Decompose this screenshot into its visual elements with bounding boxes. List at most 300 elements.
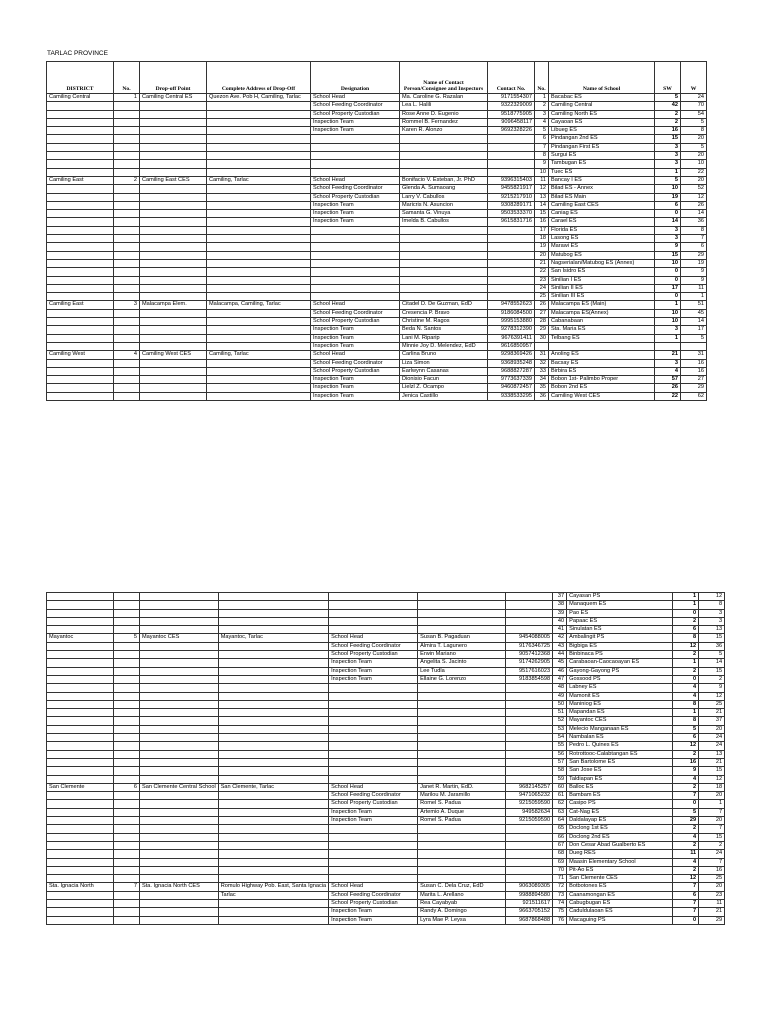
cell-w: 3 bbox=[699, 609, 725, 617]
cell-designation bbox=[311, 251, 400, 259]
cell-school-name: Lasong ES bbox=[549, 235, 655, 243]
cell-school-name: Bacsay ES bbox=[549, 359, 655, 367]
cell-contact-no: 9176346725 bbox=[506, 642, 553, 650]
cell-no bbox=[114, 891, 140, 899]
cell-sw: 7 bbox=[673, 792, 699, 800]
cell-contact-no bbox=[506, 734, 553, 742]
cell-dropoff-point bbox=[140, 276, 207, 284]
cell-school-name: Doclong 1st ES bbox=[567, 825, 673, 833]
cell-no bbox=[114, 251, 140, 259]
table-row bbox=[47, 800, 725, 808]
cell-contact-name bbox=[418, 850, 506, 858]
cell-school-name: Carael ES bbox=[549, 218, 655, 226]
table-row bbox=[47, 717, 725, 725]
cell-designation: School Feeding Coordinator bbox=[329, 642, 418, 650]
cell-contact-no: 9186084500 bbox=[488, 309, 535, 317]
cell-school-name: Taldiapan ES bbox=[567, 775, 673, 783]
cell-dropoff-point bbox=[140, 160, 207, 168]
cell-no bbox=[114, 858, 140, 866]
cell-school-name: Gayong-Gayong PS bbox=[567, 667, 673, 675]
cell-school-no: 66 bbox=[553, 833, 567, 841]
cell-district bbox=[47, 251, 114, 259]
cell-no bbox=[114, 758, 140, 766]
cell-dropoff-point bbox=[140, 675, 219, 683]
cell-address: Camiling, Tarlac bbox=[207, 176, 311, 184]
cell-sw: 19 bbox=[655, 193, 681, 201]
cell-designation: School Feeding Coordinator bbox=[311, 309, 400, 317]
cell-designation: Inspection Team bbox=[311, 334, 400, 342]
table-row bbox=[47, 725, 725, 733]
cell-no bbox=[114, 110, 140, 118]
cell-address bbox=[218, 593, 328, 601]
cell-district bbox=[47, 899, 114, 907]
cell-dropoff-point bbox=[140, 642, 219, 650]
cell-district bbox=[47, 601, 114, 609]
cell-designation: Inspection Team bbox=[311, 118, 400, 126]
table-row bbox=[47, 651, 725, 659]
cell-district bbox=[47, 593, 114, 601]
cell-w: 26 bbox=[681, 201, 707, 209]
cell-sw: 6 bbox=[673, 734, 699, 742]
header-no: No. bbox=[114, 62, 140, 94]
cell-sw: 1 bbox=[673, 601, 699, 609]
cell-no bbox=[114, 334, 140, 342]
cell-district bbox=[47, 284, 114, 292]
cell-contact-name bbox=[418, 750, 506, 758]
table-row bbox=[47, 601, 725, 609]
table-row bbox=[47, 808, 725, 816]
cell-designation: School Head bbox=[311, 94, 400, 102]
cell-contact-name bbox=[400, 143, 488, 151]
cell-designation bbox=[329, 617, 418, 625]
cell-contact-name: Bonifacio V. Esteban, Jr. PhD bbox=[400, 176, 488, 184]
cell-designation bbox=[329, 841, 418, 849]
cell-contact-no: 9183854598 bbox=[506, 675, 553, 683]
cell-contact-name bbox=[400, 152, 488, 160]
cell-address bbox=[218, 750, 328, 758]
cell-sw: 1 bbox=[673, 659, 699, 667]
cell-w: 5 bbox=[699, 651, 725, 659]
cell-dropoff-point bbox=[140, 626, 219, 634]
cell-address bbox=[218, 858, 328, 866]
cell-dropoff-point: San Clemente Central School bbox=[140, 783, 219, 791]
cell-school-no: 29 bbox=[535, 326, 549, 334]
cell-designation bbox=[329, 742, 418, 750]
cell-address bbox=[207, 342, 311, 350]
cell-district bbox=[47, 276, 114, 284]
cell-contact-no bbox=[506, 700, 553, 708]
cell-sw: 0 bbox=[673, 800, 699, 808]
table-row bbox=[47, 318, 707, 326]
cell-designation: Inspection Team bbox=[311, 127, 400, 135]
cell-school-no: 11 bbox=[535, 176, 549, 184]
cell-school-name: Cayasan PS bbox=[567, 593, 673, 601]
cell-w: 17 bbox=[681, 326, 707, 334]
cell-designation bbox=[329, 866, 418, 874]
cell-w: 6 bbox=[681, 243, 707, 251]
cell-sw: 2 bbox=[673, 825, 699, 833]
cell-school-no: 53 bbox=[553, 725, 567, 733]
cell-w: 14 bbox=[699, 659, 725, 667]
cell-w: 36 bbox=[699, 642, 725, 650]
cell-dropoff-point bbox=[140, 808, 219, 816]
cell-address bbox=[218, 609, 328, 617]
table-row bbox=[47, 850, 725, 858]
cell-address bbox=[207, 326, 311, 334]
cell-address bbox=[218, 651, 328, 659]
table-row bbox=[47, 235, 707, 243]
cell-designation: Inspection Team bbox=[311, 384, 400, 392]
cell-dropoff-point bbox=[140, 767, 219, 775]
cell-address bbox=[207, 259, 311, 267]
cell-sw: 17 bbox=[655, 284, 681, 292]
cell-dropoff-point bbox=[140, 692, 219, 700]
cell-address bbox=[207, 210, 311, 218]
cell-no bbox=[114, 193, 140, 201]
cell-contact-name: Rea Cayabyab bbox=[418, 899, 506, 907]
cell-no bbox=[114, 808, 140, 816]
cell-school-name: San Clemente CES bbox=[567, 875, 673, 883]
cell-w: 7 bbox=[699, 825, 725, 833]
cell-contact-name bbox=[418, 692, 506, 700]
cell-district bbox=[47, 392, 114, 400]
cell-school-name: Florida ES bbox=[549, 226, 655, 234]
cell-w: 8 bbox=[699, 601, 725, 609]
cell-w: 20 bbox=[699, 817, 725, 825]
cell-address bbox=[218, 841, 328, 849]
cell-sw: 15 bbox=[655, 251, 681, 259]
table-row bbox=[47, 342, 707, 350]
cell-contact-no bbox=[488, 243, 535, 251]
cell-w: 2 bbox=[699, 675, 725, 683]
cell-address bbox=[218, 692, 328, 700]
cell-sw: 57 bbox=[655, 376, 681, 384]
cell-school-name: Sinilian I ES bbox=[549, 276, 655, 284]
cell-district bbox=[47, 160, 114, 168]
cell-school-name: Mapandan ES bbox=[567, 709, 673, 717]
cell-address bbox=[207, 359, 311, 367]
cell-address bbox=[207, 268, 311, 276]
table-row bbox=[47, 351, 707, 359]
cell-school-no bbox=[535, 342, 549, 350]
cell-w bbox=[681, 342, 707, 350]
cell-contact-name bbox=[418, 593, 506, 601]
header-sw: SW bbox=[655, 62, 681, 94]
cell-school-name: San Jose ES bbox=[567, 767, 673, 775]
cell-district bbox=[47, 908, 114, 916]
cell-address: Malacampa, Camiling, Tarlac bbox=[207, 301, 311, 309]
cell-school-name: Libueg ES bbox=[549, 127, 655, 135]
cell-address bbox=[218, 775, 328, 783]
cell-contact-name: Cresencia P. Bravo bbox=[400, 309, 488, 317]
cell-school-name: Sta. Maria ES bbox=[549, 326, 655, 334]
cell-sw: 3 bbox=[655, 152, 681, 160]
cell-school-name: Anoling ES bbox=[549, 351, 655, 359]
table-row bbox=[47, 284, 707, 292]
cell-sw: 2 bbox=[673, 866, 699, 874]
cell-sw: 5 bbox=[673, 808, 699, 816]
cell-district bbox=[47, 825, 114, 833]
table-row bbox=[47, 833, 725, 841]
cell-contact-name: Imelda B. Cabullos bbox=[400, 218, 488, 226]
cell-address bbox=[207, 293, 311, 301]
cell-school-name: Ambalingit PS bbox=[567, 634, 673, 642]
cell-no bbox=[114, 675, 140, 683]
table-row bbox=[47, 684, 725, 692]
cell-dropoff-point bbox=[140, 152, 207, 160]
cell-school-no: 4 bbox=[535, 118, 549, 126]
cell-school-no: 26 bbox=[535, 301, 549, 309]
cell-address: Tarlac bbox=[218, 891, 328, 899]
cell-designation bbox=[329, 692, 418, 700]
cell-dropoff-point bbox=[140, 143, 207, 151]
cell-sw: 2 bbox=[673, 651, 699, 659]
table-row bbox=[47, 176, 707, 184]
cell-no bbox=[114, 376, 140, 384]
cell-w: 12 bbox=[699, 692, 725, 700]
cell-contact-name: Janet R. Martin, EdD. bbox=[418, 783, 506, 791]
cell-school-name: Camiling West CES bbox=[549, 392, 655, 400]
cell-designation bbox=[329, 858, 418, 866]
cell-contact-name: Glenda A. Sumaoang bbox=[400, 185, 488, 193]
cell-school-no: 28 bbox=[535, 318, 549, 326]
cell-w: 14 bbox=[681, 210, 707, 218]
cell-sw: 15 bbox=[655, 135, 681, 143]
cell-address bbox=[218, 675, 328, 683]
table-row bbox=[47, 775, 725, 783]
cell-contact-no: 9995153880 bbox=[488, 318, 535, 326]
cell-w: 27 bbox=[681, 376, 707, 384]
cell-contact-name bbox=[418, 617, 506, 625]
cell-school-no: 44 bbox=[553, 651, 567, 659]
cell-district bbox=[47, 193, 114, 201]
cell-no bbox=[114, 160, 140, 168]
cell-school-no: 2 bbox=[535, 102, 549, 110]
cell-district: Camiling East bbox=[47, 176, 114, 184]
cell-school-no: 72 bbox=[553, 883, 567, 891]
cell-no bbox=[114, 601, 140, 609]
cell-school-name: Sinilian II ES bbox=[549, 284, 655, 292]
cell-school-no: 40 bbox=[553, 617, 567, 625]
cell-sw: 12 bbox=[673, 742, 699, 750]
cell-w: 12 bbox=[699, 593, 725, 601]
cell-contact-no bbox=[506, 775, 553, 783]
cell-district bbox=[47, 734, 114, 742]
cell-district bbox=[47, 135, 114, 143]
cell-contact-no: 9396315403 bbox=[488, 176, 535, 184]
cell-sw: 0 bbox=[673, 675, 699, 683]
cell-no bbox=[114, 875, 140, 883]
cell-w: 16 bbox=[699, 866, 725, 874]
cell-sw: 4 bbox=[673, 775, 699, 783]
cell-designation bbox=[311, 160, 400, 168]
cell-contact-name: Randy A. Domingo bbox=[418, 908, 506, 916]
cell-contact-name: Maricris N. Asuncion bbox=[400, 201, 488, 209]
cell-designation bbox=[329, 700, 418, 708]
cell-contact-name bbox=[418, 775, 506, 783]
cell-no: 4 bbox=[114, 351, 140, 359]
cell-school-name: Binbinaca PS bbox=[567, 651, 673, 659]
cell-school-no: 31 bbox=[535, 351, 549, 359]
cell-school-name: Pindangan First ES bbox=[549, 143, 655, 151]
cell-address bbox=[207, 235, 311, 243]
table-row bbox=[47, 185, 707, 193]
cell-school-name: Telbang ES bbox=[549, 334, 655, 342]
cell-school-no: 17 bbox=[535, 226, 549, 234]
table-body-upper bbox=[47, 94, 707, 401]
cell-dropoff-point bbox=[140, 725, 219, 733]
cell-address bbox=[218, 767, 328, 775]
cell-contact-no bbox=[506, 767, 553, 775]
cell-contact-name: Marita L. Arellano bbox=[418, 891, 506, 899]
cell-no bbox=[114, 392, 140, 400]
header-school: Name of School bbox=[549, 62, 655, 94]
cell-dropoff-point bbox=[140, 800, 219, 808]
cell-no bbox=[114, 734, 140, 742]
cell-contact-no bbox=[488, 268, 535, 276]
cell-contact-name bbox=[418, 825, 506, 833]
cell-dropoff-point bbox=[140, 899, 219, 907]
cell-contact-no: 9663705152 bbox=[506, 908, 553, 916]
cell-address bbox=[218, 700, 328, 708]
cell-w: 25 bbox=[699, 875, 725, 883]
cell-w: 62 bbox=[681, 392, 707, 400]
cell-sw: 12 bbox=[673, 875, 699, 883]
cell-district: Camiling East bbox=[47, 301, 114, 309]
cell-address bbox=[207, 152, 311, 160]
cell-dropoff-point bbox=[140, 858, 219, 866]
cell-sw: 5 bbox=[673, 725, 699, 733]
cell-school-name: Bancay I ES bbox=[549, 176, 655, 184]
cell-district bbox=[47, 667, 114, 675]
cell-designation bbox=[329, 833, 418, 841]
cell-school-no: 24 bbox=[535, 284, 549, 292]
cell-school-name: Surgui ES bbox=[549, 152, 655, 160]
cell-dropoff-point bbox=[140, 376, 207, 384]
table-row bbox=[47, 916, 725, 924]
cell-sw: 4 bbox=[655, 367, 681, 375]
table-row bbox=[47, 875, 725, 883]
cell-contact-name: Almira T. Lagunero bbox=[418, 642, 506, 650]
cell-school-name: Pedro L. Quines ES bbox=[567, 742, 673, 750]
cell-dropoff-point bbox=[140, 833, 219, 841]
cell-no bbox=[114, 659, 140, 667]
cell-no bbox=[114, 259, 140, 267]
cell-school-no: 75 bbox=[553, 908, 567, 916]
cell-school-no: 32 bbox=[535, 359, 549, 367]
cell-designation bbox=[329, 626, 418, 634]
cell-designation bbox=[329, 758, 418, 766]
cell-designation bbox=[311, 226, 400, 234]
cell-school-name: Nambalan ES bbox=[567, 734, 673, 742]
cell-sw: 6 bbox=[655, 201, 681, 209]
cell-w: 51 bbox=[681, 301, 707, 309]
cell-contact-name: Lee Tudla bbox=[418, 667, 506, 675]
table-row bbox=[47, 700, 725, 708]
cell-school-no: 48 bbox=[553, 684, 567, 692]
cell-district bbox=[47, 675, 114, 683]
cell-dropoff-point: Camiling Central ES bbox=[140, 94, 207, 102]
cell-contact-no bbox=[506, 692, 553, 700]
cell-school-no: 42 bbox=[553, 634, 567, 642]
cell-designation bbox=[311, 259, 400, 267]
cell-district bbox=[47, 916, 114, 924]
cell-school-no: 61 bbox=[553, 792, 567, 800]
cell-w: 22 bbox=[681, 168, 707, 176]
cell-designation bbox=[329, 875, 418, 883]
cell-no bbox=[114, 667, 140, 675]
cell-w: 20 bbox=[699, 725, 725, 733]
cell-contact-no bbox=[506, 626, 553, 634]
cell-no bbox=[114, 235, 140, 243]
cell-contact-name bbox=[418, 717, 506, 725]
table-row bbox=[47, 326, 707, 334]
table-row bbox=[47, 767, 725, 775]
cell-contact-no bbox=[506, 850, 553, 858]
table-row bbox=[47, 817, 725, 825]
cell-w: 2 bbox=[699, 841, 725, 849]
cell-contact-no bbox=[488, 284, 535, 292]
cell-w: 7 bbox=[699, 858, 725, 866]
cell-contact-no: 9063089305 bbox=[506, 883, 553, 891]
table-row bbox=[47, 376, 707, 384]
province-title: TARLAC PROVINCE bbox=[47, 50, 108, 57]
cell-sw: 2 bbox=[673, 841, 699, 849]
cell-dropoff-point bbox=[140, 742, 219, 750]
cell-school-no: 41 bbox=[553, 626, 567, 634]
cell-no bbox=[114, 684, 140, 692]
cell-sw: 2 bbox=[673, 667, 699, 675]
table-row bbox=[47, 152, 707, 160]
cell-dropoff-point bbox=[140, 916, 219, 924]
header-w: W bbox=[681, 62, 707, 94]
table-row bbox=[47, 118, 707, 126]
cell-contact-no: 9278312390 bbox=[488, 326, 535, 334]
table-row bbox=[47, 143, 707, 151]
cell-school-name: Camiling East CES bbox=[549, 201, 655, 209]
cell-district bbox=[47, 118, 114, 126]
cell-district bbox=[47, 110, 114, 118]
cell-designation: Inspection Team bbox=[311, 218, 400, 226]
cell-contact-name: Jenica Castillo bbox=[400, 392, 488, 400]
cell-district bbox=[47, 833, 114, 841]
table-row bbox=[47, 841, 725, 849]
cell-district: Mayantoc bbox=[47, 634, 114, 642]
cell-dropoff-point bbox=[140, 593, 219, 601]
cell-no bbox=[114, 102, 140, 110]
cell-contact-no: 9368935248 bbox=[488, 359, 535, 367]
cell-w: 7 bbox=[699, 808, 725, 816]
cell-contact-name bbox=[418, 700, 506, 708]
cell-address bbox=[207, 201, 311, 209]
cell-dropoff-point bbox=[140, 667, 219, 675]
table-row bbox=[47, 268, 707, 276]
cell-designation: School Property Custodian bbox=[311, 367, 400, 375]
cell-contact-no: 9615831716 bbox=[488, 218, 535, 226]
cell-designation: School Head bbox=[329, 783, 418, 791]
cell-address bbox=[218, 734, 328, 742]
cell-school-name: Cayaoan ES bbox=[549, 118, 655, 126]
cell-w: 21 bbox=[699, 908, 725, 916]
cell-address bbox=[218, 833, 328, 841]
cell-school-name: Pit-Ao ES bbox=[567, 866, 673, 874]
cell-school-name: Pao ES bbox=[567, 609, 673, 617]
cell-district bbox=[47, 293, 114, 301]
cell-address bbox=[207, 376, 311, 384]
cell-school-no: 35 bbox=[535, 384, 549, 392]
cell-district bbox=[47, 758, 114, 766]
cell-address bbox=[218, 617, 328, 625]
